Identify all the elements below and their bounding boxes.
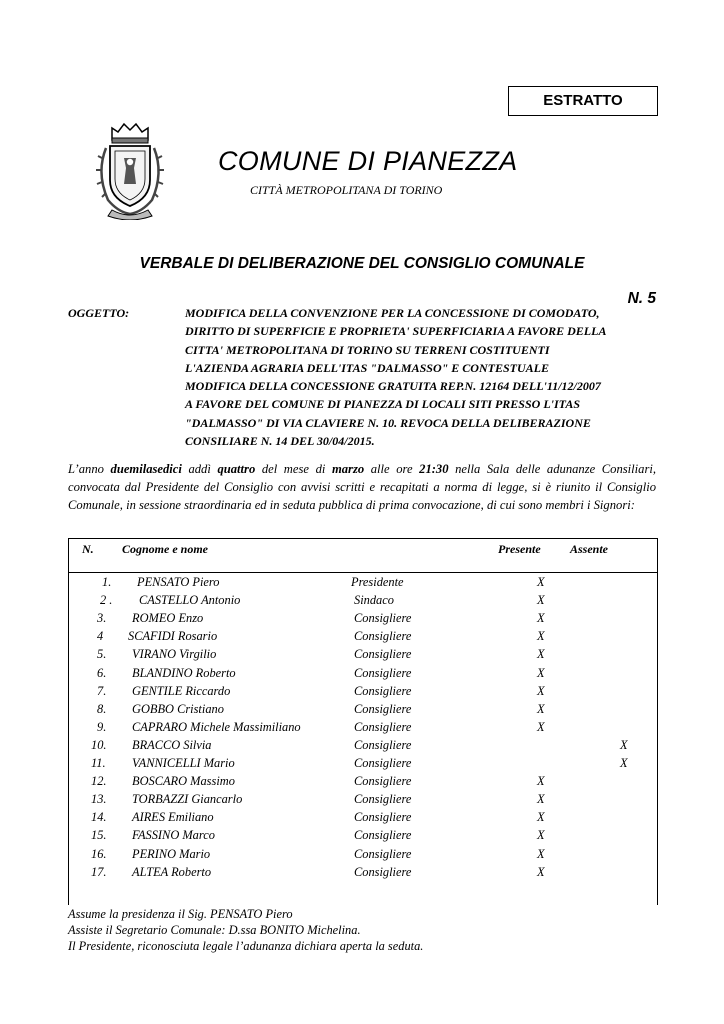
member-role: Consigliere	[354, 701, 412, 716]
member-number: 8.	[97, 701, 107, 716]
member-number: 9.	[97, 719, 107, 734]
member-role: Consigliere	[354, 864, 412, 879]
deliberation-number: N. 5	[627, 290, 656, 307]
member-number: 14.	[91, 810, 107, 825]
subject-line: "DALMASSO" DI VIA CLAVIERE N. 10. REVOCA DELLA DELIBERAZIONE	[185, 415, 591, 430]
subject-label: OGGETTO:	[68, 306, 130, 320]
member-role: Consigliere	[354, 683, 412, 698]
presidency-line: Assume la presidenza il Sig. PENSATO Piero	[68, 907, 293, 921]
member-number: 7.	[97, 683, 107, 698]
intro-day: quattro	[217, 462, 256, 476]
member-role: Consigliere	[354, 846, 412, 861]
present-mark: X	[537, 629, 545, 644]
present-mark: X	[537, 575, 545, 589]
member-number: 15.	[91, 828, 107, 843]
subject-line: CITTA' METROPOLITANA DI TORINO SU TERRENI COSTITUENTI	[185, 342, 550, 357]
estratto-box: ESTRATTO	[508, 86, 658, 116]
column-header-name: Cognome e nome	[122, 542, 208, 556]
present-mark: X	[537, 719, 545, 734]
column-header-present: Presente	[498, 542, 541, 556]
municipality-title: COMUNE DI PIANEZZA	[218, 146, 518, 176]
member-name: CASTELLO Antonio	[139, 593, 241, 608]
member-name: ALTEA Roberto	[132, 864, 212, 879]
member-number: 6.	[97, 665, 107, 680]
member-role: Consigliere	[354, 756, 412, 770]
member-number: 2 .	[100, 593, 113, 608]
intro-year: duemilasedici	[110, 462, 182, 476]
absent-mark: X	[620, 756, 628, 770]
intro-text: addì	[181, 462, 218, 476]
member-role: Consigliere	[354, 629, 412, 644]
member-name: AIRES Emiliano	[132, 810, 214, 825]
member-number: 5.	[97, 647, 107, 662]
subject-line: CONSILIARE N. 14 DEL 30/04/2015.	[185, 434, 375, 449]
member-role: Presidente	[351, 575, 404, 589]
member-name: PENSATO Piero	[137, 575, 220, 589]
municipal-coat-of-arms-icon	[90, 118, 170, 220]
table-right-border	[657, 538, 658, 905]
member-number: 10.	[91, 737, 107, 752]
column-header-number: N.	[82, 542, 94, 556]
member-name: GENTILE Riccardo	[132, 683, 231, 698]
session-opening-line: Il Presidente, riconosciuta legale l’adunanza dichiara aperta la seduta.	[68, 939, 424, 953]
member-role: Consigliere	[354, 774, 412, 789]
member-number: 1.	[102, 575, 112, 589]
member-name: BRACCO Silvia	[132, 737, 212, 752]
member-name: BOSCARO Massimo	[132, 774, 235, 789]
member-role: Consigliere	[354, 810, 412, 825]
metropolitan-city-subtitle: CITTÀ METROPOLITANA DI TORINO	[250, 183, 443, 197]
member-role: Consigliere	[354, 665, 412, 680]
member-number: 4	[97, 629, 104, 644]
intro-time: 21:30	[419, 462, 449, 476]
member-number: 17.	[91, 864, 107, 879]
member-number: 13.	[91, 792, 107, 807]
intro-text: L’anno	[68, 462, 111, 476]
member-name: SCAFIDI Rosario	[128, 629, 218, 644]
intro-text: del mese di	[255, 462, 332, 476]
present-mark: X	[537, 611, 545, 626]
member-role: Consigliere	[354, 719, 412, 734]
intro-text: nella Sala delle adunanze Consiliari, convocata dal Presidente del Consiglio con avvisi scritti e recapitati a norma di legge, si è riunito il Consiglio Comunale, in sessione straordinaria ed in seduta pubblica di prima convocazione, di cui sono membri i Signori:	[68, 462, 657, 512]
table-header-divider	[68, 572, 657, 573]
present-mark: X	[537, 683, 545, 698]
present-mark: X	[537, 774, 545, 789]
present-mark: X	[537, 810, 545, 825]
member-name: VIRANO Virgilio	[132, 647, 217, 662]
present-mark: X	[537, 701, 545, 716]
member-name: ROMEO Enzo	[132, 611, 204, 626]
subject-text	[185, 304, 656, 450]
present-mark: X	[537, 792, 545, 807]
member-name: FASSINO Marco	[132, 828, 215, 843]
table-top-border	[68, 538, 657, 539]
member-number: 3.	[97, 611, 107, 626]
present-mark: X	[537, 665, 545, 680]
subject-line: DIRITTO DI SUPERFICIE E PROPRIETA' SUPERFICIARIA A FAVORE DELLA	[185, 324, 607, 339]
column-header-absent: Assente	[570, 542, 609, 556]
member-name: CAPRARO Michele Massimiliano	[132, 719, 301, 734]
member-role: Consigliere	[354, 792, 412, 807]
document-title: VERBALE DI DELIBERAZIONE DEL CONSIGLIO COMUNALE	[139, 255, 585, 272]
member-role: Consigliere	[354, 737, 412, 752]
member-name: PERINO Mario	[132, 846, 211, 861]
member-role: Consigliere	[354, 828, 412, 843]
subject-line: L'AZIENDA AGRARIA DELL'ITAS "DALMASSO" E CONTESTUALE	[185, 360, 549, 375]
member-role: Consigliere	[354, 611, 412, 626]
subject-line: A FAVORE DEL COMUNE DI PIANEZZA DI LOCALI SITI PRESSO L'ITAS	[185, 397, 580, 412]
session-intro-paragraph	[68, 460, 656, 514]
member-name: GOBBO Cristiano	[132, 701, 224, 716]
subject-line: MODIFICA DELLA CONVENZIONE PER LA CONCESSIONE DI COMODATO,	[185, 306, 600, 320]
member-number: 11.	[91, 756, 106, 770]
member-number: 12.	[91, 774, 107, 789]
absent-mark: X	[620, 737, 628, 752]
member-name: VANNICELLI Mario	[132, 756, 235, 770]
intro-text: alle ore	[364, 462, 420, 476]
present-mark: X	[537, 593, 545, 608]
present-mark: X	[537, 647, 545, 662]
present-mark: X	[537, 846, 545, 861]
secretary-line: Assiste il Segretario Comunale: D.ssa BONITO Michelina.	[68, 923, 361, 937]
member-name: BLANDINO Roberto	[132, 665, 236, 680]
present-mark: X	[537, 828, 545, 843]
intro-month: marzo	[331, 462, 365, 476]
member-role: Consigliere	[354, 647, 412, 662]
member-role: Sindaco	[354, 593, 394, 608]
subject-line: MODIFICA DELLA CONCESSIONE GRATUITA REP.N. 12164 DELL'11/12/2007	[185, 379, 601, 394]
member-name: TORBAZZI Giancarlo	[132, 792, 243, 807]
present-mark: X	[537, 864, 545, 879]
member-number: 16.	[91, 846, 107, 861]
table-left-border	[68, 538, 69, 905]
